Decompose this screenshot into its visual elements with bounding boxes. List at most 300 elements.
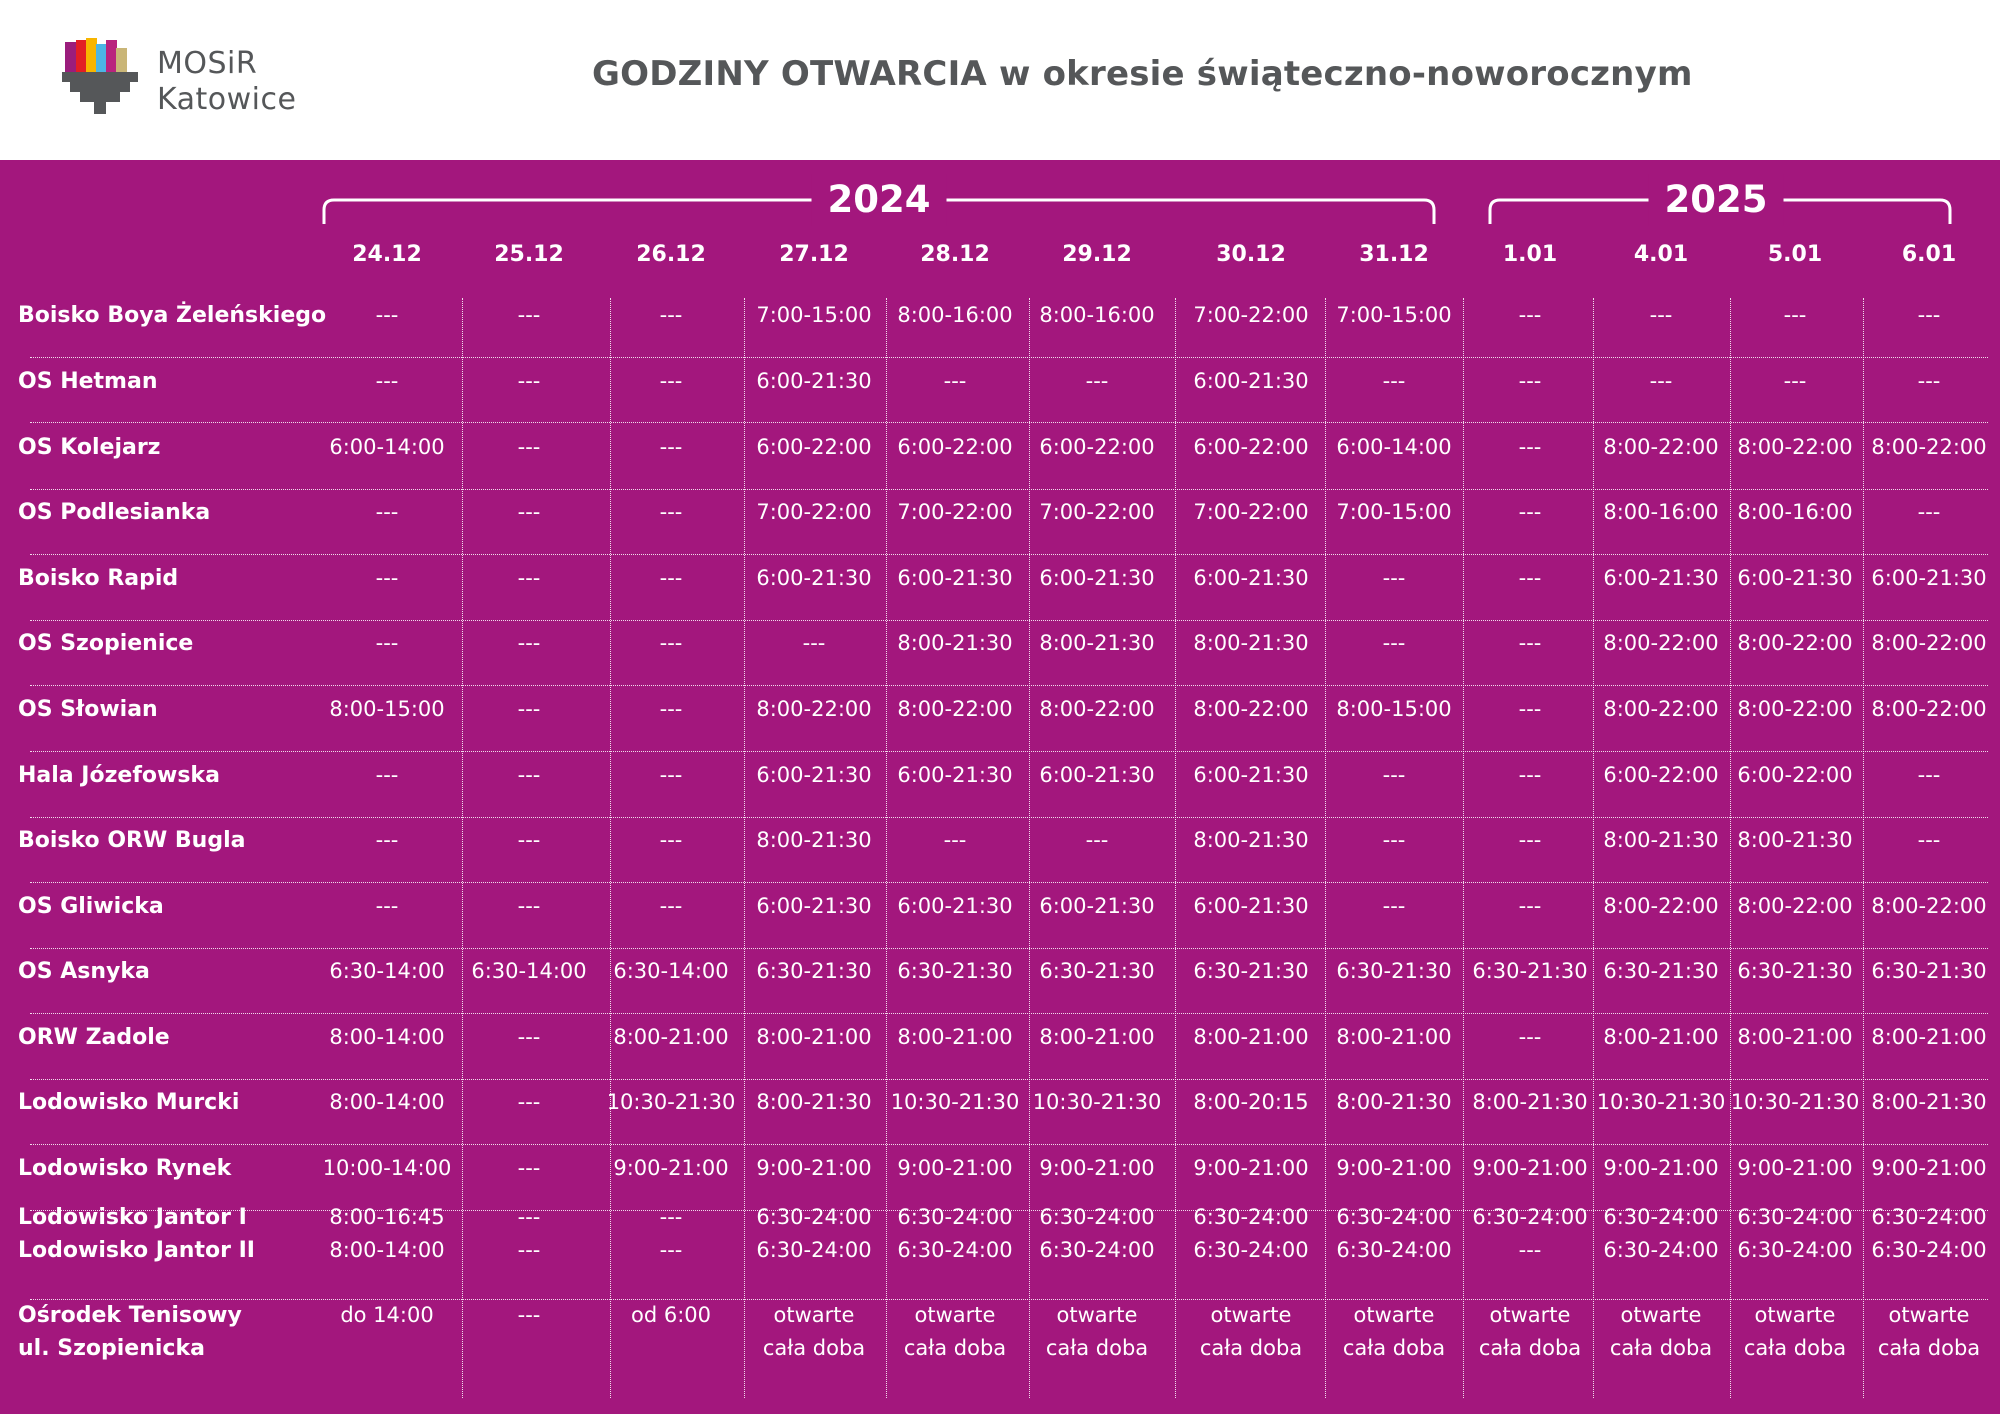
row-label	[18, 1086, 239, 1119]
cell-line: 6:00-21:30	[897, 565, 1013, 590]
table-cell	[744, 759, 884, 792]
table-cell	[1460, 1021, 1600, 1054]
cell-line: ---	[1917, 368, 1941, 393]
cell-line: 9:00-21:00	[1871, 1155, 1987, 1180]
column-header: 6.01	[1901, 242, 1957, 267]
table-cell	[1591, 693, 1731, 726]
table-cell	[744, 299, 884, 332]
row-label-line: OS Szopienice	[18, 630, 194, 656]
cell-line: ---	[1382, 827, 1406, 852]
logo-line-1: MOSiR	[157, 46, 258, 81]
column-header: 26.12	[636, 242, 706, 267]
table-cell	[601, 1086, 741, 1119]
cell-line: 6:30-24:00	[1336, 1238, 1452, 1262]
table-cell	[317, 431, 457, 464]
cell-line: 6:00-21:30	[897, 893, 1013, 918]
cell-line: ---	[943, 827, 967, 852]
cell-line: ---	[1518, 302, 1542, 327]
cell-line: 9:00-21:00	[613, 1155, 729, 1180]
cell-line: 6:00-22:00	[1039, 434, 1155, 459]
table-cell	[1859, 562, 1999, 595]
cell-line: ---	[1518, 762, 1542, 787]
column-header: 29.12	[1062, 242, 1132, 267]
cell-line: ---	[1649, 302, 1673, 327]
table-cell	[1591, 627, 1731, 660]
cell-line: 6:30-24:00	[1603, 1238, 1719, 1262]
table-cell	[1591, 759, 1731, 792]
cell-line: 6:30-24:00	[897, 1238, 1013, 1262]
table-cell	[1181, 1086, 1321, 1119]
cell-line: 6:30-14:00	[471, 958, 587, 983]
cell-line: ---	[659, 302, 683, 327]
table-cell	[1725, 890, 1865, 923]
cell-line: 6:30-21:30	[1871, 958, 1987, 983]
table-cell	[1725, 1021, 1865, 1054]
cell-line: 8:00-21:30	[756, 1089, 872, 1114]
table-cell	[459, 759, 599, 792]
cell-line: 6:30-21:30	[756, 958, 872, 983]
cell-line: 6:30-24:00	[1039, 1205, 1155, 1229]
cell-line: ---	[517, 499, 541, 524]
cell-line: ---	[1917, 499, 1941, 524]
row-label	[18, 431, 160, 464]
cell-line: ---	[1518, 893, 1542, 918]
cell-line: 6:00-21:30	[756, 565, 872, 590]
row-divider	[30, 817, 1988, 818]
cell-line: otwarte	[1353, 1303, 1435, 1327]
cell-line: ---	[375, 302, 399, 327]
cell-line: 8:00-21:30	[756, 827, 872, 852]
cell-line: ---	[517, 630, 541, 655]
table-cell	[1460, 759, 1600, 792]
cell-line: 6:30-24:00	[1193, 1238, 1309, 1262]
row-label	[18, 890, 164, 923]
cell-line: 7:00-22:00	[1193, 499, 1309, 524]
table-cell	[744, 693, 884, 726]
table-cell	[1591, 496, 1731, 529]
cell-line: 6:00-21:30	[1871, 565, 1987, 590]
cell-line: 9:00-21:00	[1039, 1155, 1155, 1180]
cell-line: 6:00-21:30	[756, 368, 872, 393]
cell-line: ---	[375, 893, 399, 918]
cell-line: 8:00-22:00	[1871, 434, 1987, 459]
table-cell	[744, 627, 884, 660]
table-cell	[459, 824, 599, 857]
row-label-line: Lodowisko Jantor I	[18, 1205, 247, 1230]
row-label-line: OS Hetman	[18, 368, 158, 394]
table-cell	[1181, 299, 1321, 332]
table-cell	[1181, 759, 1321, 792]
cell-line: 8:00-20:15	[1193, 1089, 1309, 1114]
column-header: 25.12	[494, 242, 564, 267]
table-cell	[1591, 562, 1731, 595]
table-cell	[744, 1152, 884, 1185]
row-divider	[30, 1013, 1988, 1014]
table-cell	[601, 759, 741, 792]
table-cell	[317, 627, 457, 660]
table-cell	[317, 562, 457, 595]
cell-line: 8:00-14:00	[329, 1089, 445, 1114]
table-cell	[1027, 693, 1167, 726]
table-cell	[317, 1152, 457, 1185]
table-cell	[459, 496, 599, 529]
cell-line: 10:30-21:30	[1730, 1089, 1860, 1114]
cell-line: otwarte	[773, 1303, 855, 1327]
row-divider	[30, 1144, 1988, 1145]
table-cell	[1591, 365, 1731, 398]
table-cell	[1027, 627, 1167, 660]
table-cell	[1027, 1299, 1167, 1365]
row-divider	[30, 882, 1988, 883]
cell-line: ---	[802, 630, 826, 655]
column-header: 31.12	[1359, 242, 1429, 267]
table-cell	[1725, 496, 1865, 529]
table-cell	[1460, 299, 1600, 332]
table-cell	[1859, 1086, 1999, 1119]
cell-line: 8:00-21:00	[756, 1024, 872, 1049]
table-cell	[601, 627, 741, 660]
cell-line: 7:00-15:00	[1336, 499, 1452, 524]
column-header: 28.12	[920, 242, 990, 267]
table-cell	[1181, 693, 1321, 726]
cell-line: 8:00-22:00	[1737, 696, 1853, 721]
cell-line: 9:00-21:00	[1336, 1155, 1452, 1180]
table-cell	[885, 693, 1025, 726]
table-cell	[1859, 496, 1999, 529]
cell-line: 8:00-21:30	[1603, 827, 1719, 852]
cell-line: 8:00-21:30	[1193, 630, 1309, 655]
table-cell	[1460, 431, 1600, 464]
cell-line: 8:00-16:45	[329, 1205, 445, 1229]
cell-line: ---	[1085, 827, 1109, 852]
cell-line: otwarte	[1056, 1303, 1138, 1327]
cell-line: ---	[659, 827, 683, 852]
table-cell	[459, 1299, 599, 1332]
cell-line: 10:00-14:00	[322, 1155, 452, 1180]
cell-line: 6:00-21:30	[1603, 565, 1719, 590]
row-label-line: OS Słowian	[18, 696, 158, 722]
row-divider	[30, 948, 1988, 949]
cell-line: 8:00-21:00	[1737, 1024, 1853, 1049]
cell-line: 8:00-21:30	[1336, 1089, 1452, 1114]
cell-line: 7:00-22:00	[1193, 302, 1309, 327]
table-cell	[1324, 824, 1464, 857]
cell-line: 8:00-14:00	[329, 1238, 445, 1262]
table-cell	[1725, 1299, 1865, 1365]
table-cell	[601, 890, 741, 923]
cell-line: 8:00-21:00	[1193, 1024, 1309, 1049]
table-cell	[1460, 890, 1600, 923]
table-cell	[1591, 1021, 1731, 1054]
cell-line: 6:30-24:00	[756, 1238, 872, 1262]
table-cell	[317, 299, 457, 332]
row-label	[18, 759, 220, 792]
column-header: 24.12	[352, 242, 422, 267]
cell-line: otwarte	[1754, 1303, 1836, 1327]
table-cell	[1027, 890, 1167, 923]
cell-line: ---	[1518, 499, 1542, 524]
table-cell	[1859, 365, 1999, 398]
cell-line: ---	[517, 696, 541, 721]
cell-line: 8:00-21:30	[1193, 827, 1309, 852]
cell-line: 6:00-21:30	[1193, 565, 1309, 590]
cell-line: ---	[517, 1303, 541, 1327]
table-cell	[1460, 824, 1600, 857]
cell-line: ---	[1518, 630, 1542, 655]
table-cell	[1591, 431, 1731, 464]
cell-line: ---	[1518, 696, 1542, 721]
cell-line: ---	[1518, 1238, 1542, 1262]
table-cell	[459, 1086, 599, 1119]
cell-line: 6:30-21:30	[1039, 958, 1155, 983]
table-cell	[1591, 890, 1731, 923]
table-cell	[601, 1152, 741, 1185]
cell-line: cała doba	[1877, 1336, 1981, 1360]
cell-line: 10:30-21:30	[1032, 1089, 1162, 1114]
table-cell	[885, 496, 1025, 529]
cell-line: ---	[659, 565, 683, 590]
table-cell	[1725, 627, 1865, 660]
cell-line: cała doba	[1609, 1336, 1713, 1360]
table-cell	[459, 365, 599, 398]
cell-line: 6:30-24:00	[1737, 1205, 1853, 1229]
cell-line: do 14:00	[340, 1303, 434, 1327]
cell-line: ---	[1085, 368, 1109, 393]
row-label-line: OS Gliwicka	[18, 893, 164, 919]
table-cell	[317, 824, 457, 857]
table-cell	[1027, 365, 1167, 398]
cell-line: ---	[517, 893, 541, 918]
table-cell	[601, 955, 741, 988]
cell-line: otwarte	[1489, 1303, 1571, 1327]
cell-line: 6:00-21:30	[1193, 762, 1309, 787]
cell-line: ---	[517, 1238, 541, 1262]
table-cell	[317, 890, 457, 923]
cell-line: 6:30-21:30	[1603, 958, 1719, 983]
cell-line: ---	[1382, 762, 1406, 787]
cell-line: cała doba	[903, 1336, 1007, 1360]
cell-line: 9:00-21:00	[756, 1155, 872, 1180]
cell-line: ---	[1917, 302, 1941, 327]
table-cell	[317, 759, 457, 792]
cell-line: ---	[1518, 368, 1542, 393]
cell-line: 6:00-22:00	[897, 434, 1013, 459]
row-label-line: Lodowisko Rynek	[18, 1155, 232, 1181]
row-label	[18, 365, 158, 398]
table-cell	[601, 1021, 741, 1054]
cell-line: 6:00-21:30	[1039, 762, 1155, 787]
table-cell	[1460, 1086, 1600, 1119]
row-label	[18, 299, 326, 332]
cell-line: 9:00-21:00	[1472, 1155, 1588, 1180]
cell-line: ---	[1783, 368, 1807, 393]
table-cell	[459, 562, 599, 595]
table-cell	[1859, 1152, 1999, 1185]
cell-line: 9:00-21:00	[897, 1155, 1013, 1180]
table-cell	[459, 299, 599, 332]
cell-line: 6:00-22:00	[1603, 762, 1719, 787]
cell-line: 8:00-21:30	[1472, 1089, 1588, 1114]
header	[0, 0, 2000, 160]
cell-line: ---	[375, 762, 399, 787]
table-cell	[1027, 1152, 1167, 1185]
row-divider	[30, 620, 1988, 621]
table-cell	[1027, 496, 1167, 529]
cell-line: 6:30-21:30	[897, 958, 1013, 983]
row-label-line: ul. Szopienicka	[18, 1336, 205, 1361]
cell-line: 8:00-22:00	[756, 696, 872, 721]
table-cell	[1859, 824, 1999, 857]
cell-line: ---	[659, 696, 683, 721]
table-cell	[1725, 824, 1865, 857]
cell-line: 10:30-21:30	[890, 1089, 1020, 1114]
table-cell	[885, 365, 1025, 398]
cell-line: 6:00-22:00	[756, 434, 872, 459]
cell-line: 8:00-22:00	[1737, 630, 1853, 655]
table-cell	[459, 890, 599, 923]
table-cell	[601, 496, 741, 529]
cell-line: 8:00-15:00	[1336, 696, 1452, 721]
cell-line: 6:30-24:00	[1472, 1205, 1588, 1229]
table-cell	[1324, 890, 1464, 923]
cell-line: ---	[375, 630, 399, 655]
table-cell	[459, 1021, 599, 1054]
cell-line: ---	[375, 565, 399, 590]
cell-line: 6:30-24:00	[1871, 1205, 1987, 1229]
cell-line: 8:00-22:00	[1603, 434, 1719, 459]
cell-line: 10:30-21:30	[1596, 1089, 1726, 1114]
table-cell	[1027, 955, 1167, 988]
table-cell	[1859, 1299, 1999, 1365]
table-cell	[459, 693, 599, 726]
column-header: 27.12	[779, 242, 849, 267]
cell-line: cała doba	[1478, 1336, 1582, 1360]
cell-line: cała doba	[1743, 1336, 1847, 1360]
mosir-logo	[62, 38, 322, 118]
table-cell	[1027, 759, 1167, 792]
cell-line: ---	[1518, 565, 1542, 590]
cell-line: otwarte	[1620, 1303, 1702, 1327]
row-divider	[30, 357, 1988, 358]
table-cell	[1725, 693, 1865, 726]
cell-line: 10:30-21:30	[606, 1089, 736, 1114]
cell-line: otwarte	[1888, 1303, 1970, 1327]
cell-line: 6:30-24:00	[897, 1205, 1013, 1229]
cell-line: 6:30-24:00	[1871, 1238, 1987, 1262]
row-label-line: Ośrodek Tenisowy	[18, 1303, 242, 1328]
cell-line: 6:30-24:00	[1336, 1205, 1452, 1229]
table-cell	[459, 627, 599, 660]
cell-line: 6:30-21:30	[1472, 958, 1588, 983]
cell-line: 6:30-24:00	[1039, 1238, 1155, 1262]
cell-line: cała doba	[1045, 1336, 1149, 1360]
cell-line: ---	[659, 499, 683, 524]
cell-line: ---	[1518, 1024, 1542, 1049]
table-cell	[317, 955, 457, 988]
table-cell	[885, 824, 1025, 857]
table-cell	[1324, 431, 1464, 464]
table-cell	[1591, 824, 1731, 857]
table-cell	[1859, 627, 1999, 660]
row-label-line: Boisko Boya Żeleńskiego	[18, 302, 327, 328]
cell-line: ---	[1518, 827, 1542, 852]
table-cell	[1591, 1086, 1731, 1119]
row-label	[18, 1299, 242, 1365]
row-label	[18, 562, 178, 595]
row-divider	[30, 685, 1988, 686]
table-cell	[601, 1299, 741, 1332]
cell-line: ---	[517, 302, 541, 327]
cell-line: 8:00-22:00	[1737, 893, 1853, 918]
cell-line: 8:00-16:00	[897, 302, 1013, 327]
cell-line: ---	[517, 565, 541, 590]
cell-line: cała doba	[1342, 1336, 1446, 1360]
year-2025: 2025	[1649, 174, 1784, 226]
table-cell	[459, 1152, 599, 1185]
table-cell	[744, 1021, 884, 1054]
table-cell	[1460, 1152, 1600, 1185]
table-cell	[1181, 1299, 1321, 1365]
logo-line-2: Katowice	[157, 82, 297, 117]
cell-line: ---	[375, 827, 399, 852]
table-cell	[1460, 365, 1600, 398]
cell-line: ---	[517, 827, 541, 852]
cell-line: 7:00-15:00	[1336, 302, 1452, 327]
cell-line: 8:00-21:30	[897, 630, 1013, 655]
cell-line: 6:30-24:00	[1603, 1205, 1719, 1229]
table-cell	[1591, 955, 1731, 988]
cell-line: 6:30-24:00	[756, 1205, 872, 1229]
table-cell	[317, 1299, 457, 1332]
cell-line: 6:00-14:00	[1336, 434, 1452, 459]
table-cell	[1591, 1152, 1731, 1185]
cell-line: ---	[517, 1205, 541, 1229]
table-cell	[1181, 496, 1321, 529]
cell-line: 7:00-22:00	[756, 499, 872, 524]
table-cell	[744, 1086, 884, 1119]
cell-line: 8:00-21:30	[1737, 827, 1853, 852]
table-cell	[1324, 1299, 1464, 1365]
row-label	[18, 955, 150, 988]
table-cell	[1324, 627, 1464, 660]
row-label	[18, 1021, 170, 1054]
cell-line: 6:00-21:30	[1193, 893, 1309, 918]
table-cell	[1181, 824, 1321, 857]
table-cell	[885, 890, 1025, 923]
cell-line: ---	[517, 762, 541, 787]
cell-line: 6:00-21:30	[756, 893, 872, 918]
table-cell	[317, 1021, 457, 1054]
cell-line: ---	[1518, 434, 1542, 459]
cell-line: 8:00-21:00	[1871, 1024, 1987, 1049]
cell-line: ---	[517, 1024, 541, 1049]
cell-line: 7:00-22:00	[897, 499, 1013, 524]
table-cell	[1859, 759, 1999, 792]
cell-line: ---	[517, 1155, 541, 1180]
cell-line: ---	[1649, 368, 1673, 393]
cell-line: 8:00-15:00	[329, 696, 445, 721]
row-label-line: OS Podlesianka	[18, 499, 211, 525]
row-divider	[30, 1079, 1988, 1080]
table-cell	[1859, 1021, 1999, 1054]
table-cell	[1725, 1086, 1865, 1119]
cell-line: 8:00-16:00	[1039, 302, 1155, 327]
cell-line: 6:00-22:00	[1193, 434, 1309, 459]
cell-line: ---	[659, 630, 683, 655]
table-cell	[601, 431, 741, 464]
cell-line: 8:00-21:00	[1603, 1024, 1719, 1049]
table-cell	[317, 496, 457, 529]
